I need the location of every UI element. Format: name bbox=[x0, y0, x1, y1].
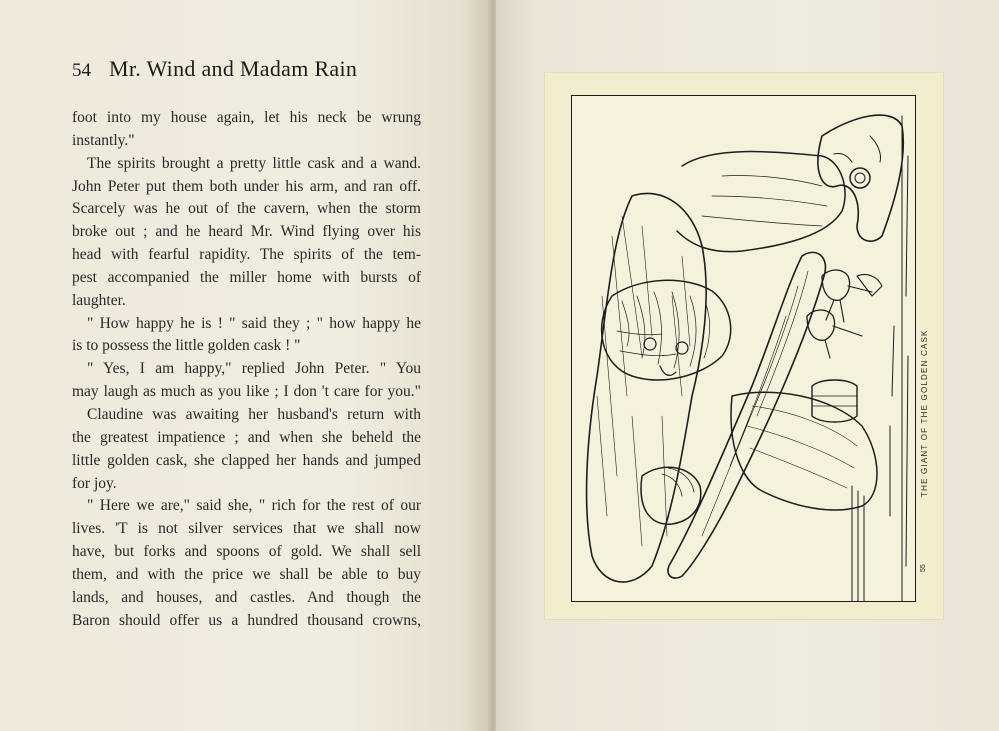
page-header bbox=[72, 56, 357, 82]
text-line: broke out ; and he heard Mr. Wind flying over his bbox=[72, 223, 421, 241]
text-line: the greatest impatience ; and when she beheld the bbox=[72, 428, 421, 446]
text-line: Scarcely was he out of the cavern, when the storm bbox=[72, 200, 421, 218]
text-line: The spirits brought a pretty little cask and a wand. bbox=[87, 154, 421, 172]
text-line: Baron should offer us a hundred thousand crowns, bbox=[72, 611, 421, 629]
plate-page-number: 55 bbox=[920, 564, 927, 572]
text-line: Claudine was awaiting her husband's return with bbox=[87, 405, 421, 423]
running-title: Mr. Wind and Madam Rain bbox=[109, 56, 358, 81]
text-line: may laugh as much as you like ; I don 't care for you." bbox=[72, 383, 421, 401]
giant-illustration bbox=[572, 96, 915, 601]
text-line: foot into my house again, let his neck be wrung bbox=[72, 109, 421, 126]
text-line: them, and with the price we shall be able to buy bbox=[72, 565, 421, 583]
text-line: " Here we are," said she, " rich for the rest of our bbox=[87, 497, 421, 515]
illustration-frame bbox=[571, 95, 916, 602]
text-line: " How happy he is ! " said they ; " how happy he bbox=[87, 314, 421, 332]
text-line: little golden cask, she clapped her hands and jumped bbox=[72, 451, 421, 469]
text-line: for joy. bbox=[72, 474, 117, 492]
text-line: is to possess the little golden cask ! " bbox=[72, 337, 301, 355]
text-line: laughter. bbox=[72, 291, 126, 309]
text-line: lands, and houses, and castles. And though the bbox=[72, 588, 421, 606]
body-text bbox=[72, 107, 421, 632]
text-line: have, but forks and spoons of gold. We shall sell bbox=[72, 543, 421, 561]
page-number: 54 bbox=[72, 60, 91, 81]
text-line: John Peter put them both under his arm, and ran off. bbox=[72, 177, 421, 195]
left-page bbox=[0, 0, 492, 731]
illustration-plate bbox=[544, 72, 944, 620]
text-line: instantly." bbox=[72, 131, 135, 149]
text-line: " Yes, I am happy," replied John Peter. " You bbox=[87, 360, 421, 378]
plate-caption: THE GIANT OF THE GOLDEN CASK bbox=[920, 329, 929, 497]
text-line: head with fearful rapidity. The spirits of the tem- bbox=[72, 246, 421, 264]
text-line: pest accompanied the miller home with bursts of bbox=[72, 268, 421, 286]
text-line: lives. 'T is not silver services that we shall now bbox=[72, 520, 421, 538]
